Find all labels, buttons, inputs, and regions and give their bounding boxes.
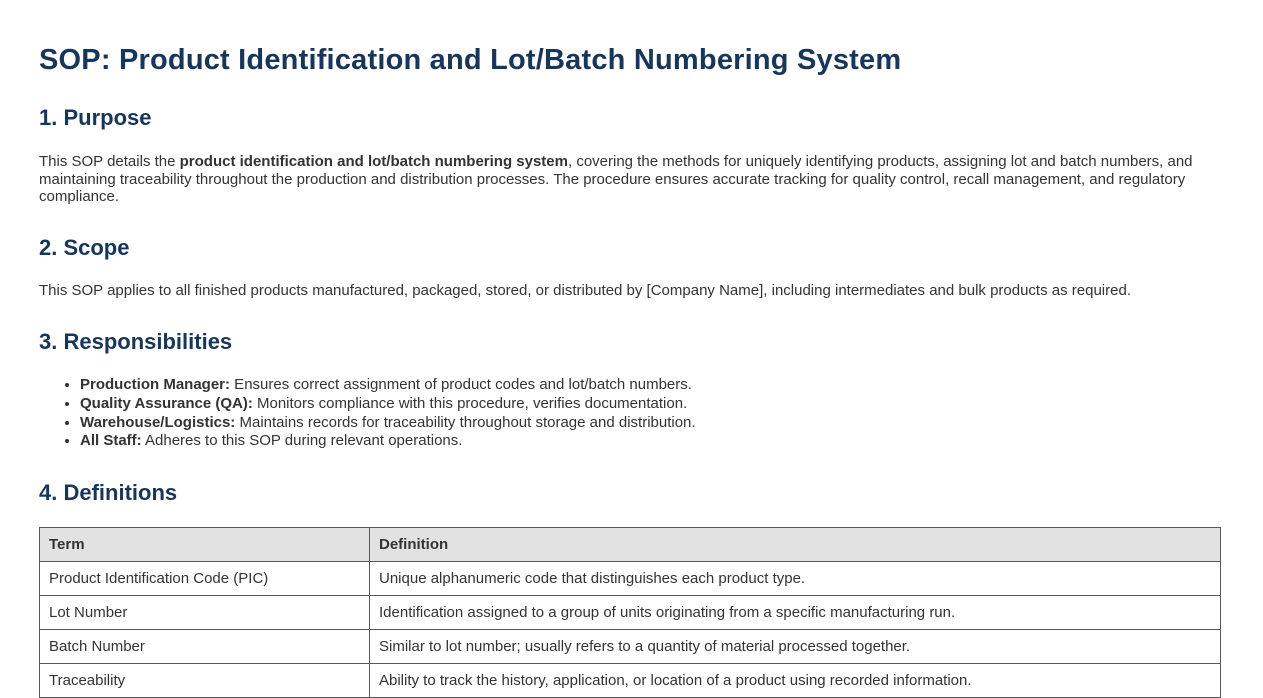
- document-title: SOP: Product Identification and Lot/Batch Numbering System: [39, 44, 902, 76]
- responsibility-role-label: Quality Assurance (QA):: [80, 395, 253, 412]
- purpose-text-bold: product identification and lot/batch numbering system: [179, 152, 568, 170]
- table-row: [40, 561, 1221, 595]
- table-row: [40, 663, 1221, 697]
- responsibility-item: [80, 432, 1221, 451]
- term-cell: Batch Number: [40, 629, 370, 663]
- column-header-term: Term: [40, 527, 370, 561]
- definitions-table: [39, 527, 1221, 698]
- term-cell: Lot Number: [40, 595, 370, 629]
- responsibilities-list: [39, 376, 1221, 450]
- table-row: [40, 595, 1221, 629]
- section-heading-responsibilities: 3. Responsibilities: [39, 329, 233, 355]
- section-heading-definitions: 4. Definitions: [39, 479, 178, 505]
- term-cell: Traceability: [40, 663, 370, 697]
- definition-cell: Similar to lot number; usually refers to a quantity of material processed together.: [370, 629, 1221, 663]
- column-header-definition: Definition: [370, 527, 1221, 561]
- responsibility-description: Maintains records for traceability throughout storage and distribution.: [235, 413, 696, 431]
- table-header-row: [40, 527, 1221, 561]
- purpose-text-pre: This SOP details the: [39, 152, 180, 170]
- responsibility-item: [80, 395, 1221, 414]
- responsibility-description: Monitors compliance with this procedure, verifies documentation.: [252, 395, 688, 412]
- purpose-paragraph: [39, 153, 1221, 207]
- responsibility-role-label: All Staff:: [80, 432, 142, 450]
- section-heading-scope: 2. Scope: [39, 235, 130, 261]
- term-cell: Product Identification Code (PIC): [40, 561, 370, 595]
- responsibility-description: Ensures correct assignment of product codes and lot/batch numbers.: [230, 376, 692, 394]
- definition-cell: Ability to track the history, application, or location of a product using recorded information.: [370, 663, 1221, 697]
- definition-cell: Unique alphanumeric code that distinguishes each product type.: [370, 561, 1221, 595]
- definition-cell: Identification assigned to a group of units originating from a specific manufacturing run.: [370, 595, 1221, 629]
- purpose-text-post: , covering the methods for uniquely identifying products, assigning lot and batch numbers, and maintaining traceability throughout the production and distribution processes. The procedure ensures accurate tracking for quality control, recall management, and regulatory compliance.: [39, 152, 1193, 206]
- responsibility-role-label: Production Manager:: [80, 376, 231, 394]
- table-row: [40, 629, 1221, 663]
- scope-paragraph: This SOP applies to all finished products manufactured, packaged, stored, or distributed by [Company Name], including intermediates and bulk products as required.: [39, 282, 1131, 300]
- responsibility-item: [80, 414, 1221, 433]
- responsibility-item: [80, 376, 1221, 395]
- responsibility-description: Adheres to this SOP during relevant operations.: [141, 432, 463, 450]
- section-heading-purpose: 1. Purpose: [39, 105, 152, 131]
- responsibility-role-label: Warehouse/Logistics:: [80, 413, 236, 431]
